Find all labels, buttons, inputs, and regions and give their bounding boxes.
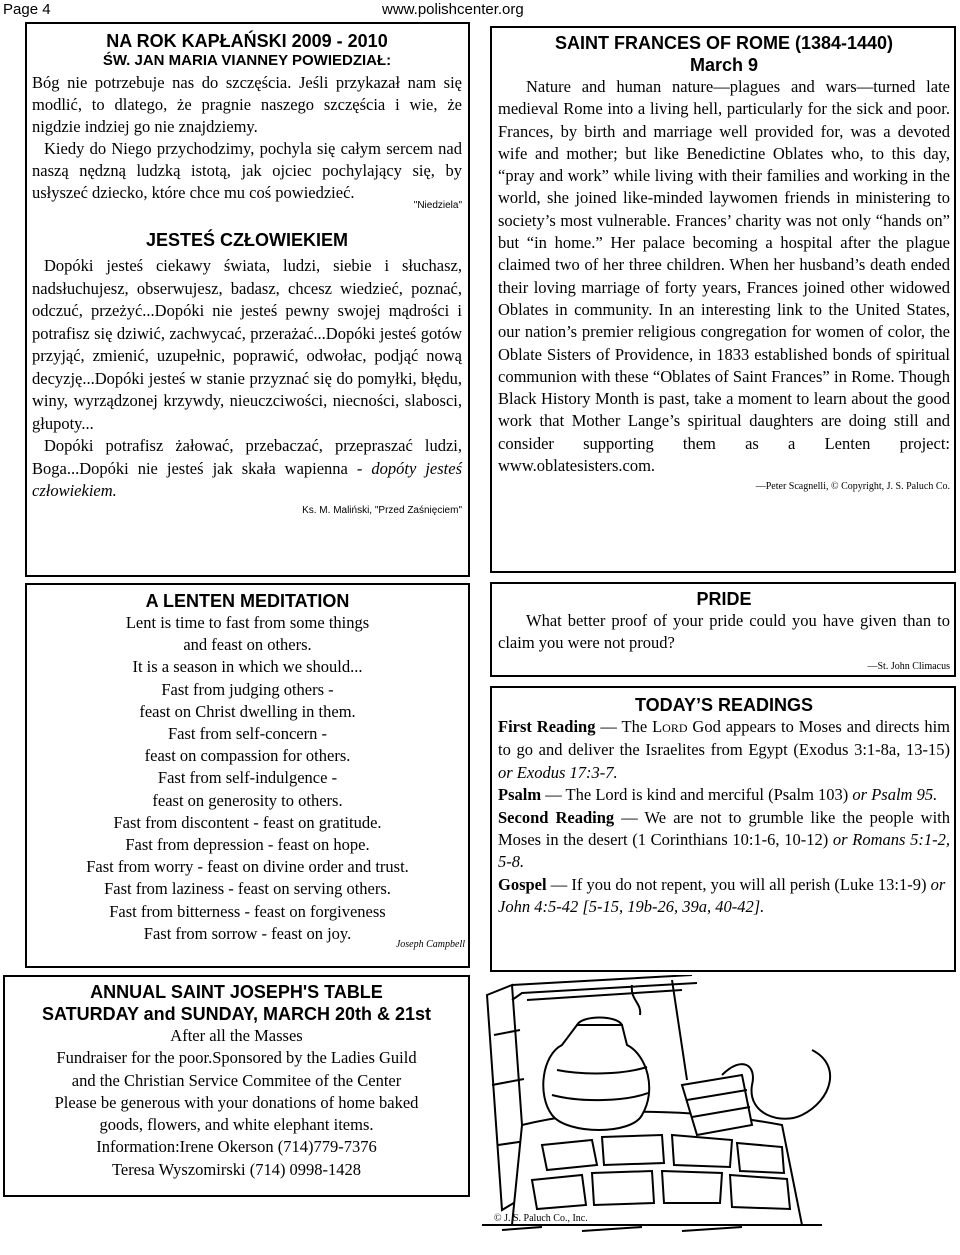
lenten-line: Fast from depression - feast on hope. <box>125 835 370 855</box>
priest-year-title: NA ROK KAPŁAŃSKI 2009 - 2010 <box>106 31 388 51</box>
human-para-2 <box>32 435 462 503</box>
priest-year-para-2: Kiedy do Niego przychodzimy, pochyla się całym sercem nad naszą nędzną ludzką istotą, jak ojciec pochylający się, by usłyszeć dziecko, które chce mu coś powiedzieć. <box>32 139 462 202</box>
gospel-text: — If you do not repent, you will all perish (Luke 13:1-9) <box>546 874 931 894</box>
joseph-table-title: ANNUAL SAINT JOSEPH'S TABLE <box>90 982 383 1002</box>
psalm-alt: or Psalm 95. <box>852 785 938 805</box>
second-reading-text: — We are not to grumble like the people with Moses in the desert (1 Corinthians 10:1-6, 10-12) <box>498 807 950 850</box>
psalm-text: — The Lord is kind and merciful (Psalm 103) <box>541 785 853 805</box>
joseph-table-line: Fundraiser for the poor.Sponsored by the Ladies Guild <box>56 1048 417 1068</box>
joseph-table-line: Information:Irene Okerson (714)779-7376 <box>96 1137 377 1157</box>
saint-frances-body: Nature and human nature—plagues and wars—turned late medieval Rome into a living hell, particularly for the sick and poor. Frances, by birth and marriage well provided for, was a devoted wife and mother; but like Benedictine Oblates who, to this day, “pray and work” while living with their families and working in the world, she joined like-minded laywomen friends in ministering to society’s most vulnerable. Frances’ charity was not only “hands on” but “in home.” Her palace becoming a hospital after the plague claimed two of her three children. When her husband’s death ended their loving marriage of forty years, Frances joined other widowed Oblates in community. In an interesting link to the United States, our nation’s premier religious congregation for women of color, the Oblate Sisters of Providence, in 1833 established bonds of spiritual communion with these “Oblates of Saint Frances” in Rome. Though Black History Month is past, take a moment to learn about the good work that Mother Lange’s spiritual daughters are doing still and consider supporting them as a Lenten project: www.oblatesisters.com. <box>498 77 950 476</box>
human-source: Ks. M. Maliński, "Przed Zaśnięciem" <box>302 504 462 516</box>
lenten-line: Fast from sorrow - feast on joy. <box>143 923 352 943</box>
lenten-line: Fast from judging others - <box>161 679 334 699</box>
human-para-2-end: dopóty jesteś człowiekiem. <box>32 458 462 500</box>
gospel-reading <box>498 874 950 919</box>
site-url: www.polishcenter.org <box>382 1 524 18</box>
lenten-line: feast on Christ dwelling in them. <box>139 701 356 721</box>
lenten-line: Fast from worry - feast on divine order and trust. <box>86 857 409 877</box>
illustration-credit: © J. S. Paluch Co., Inc. <box>494 1213 588 1224</box>
pride-source: —St. John Climacus <box>867 660 950 672</box>
first-reading-label: First Reading <box>498 717 596 736</box>
first-reading <box>498 716 950 784</box>
lenten-line: It is a season in which we should... <box>132 657 363 677</box>
first-reading-alt: or Exodus 17:3-7. <box>498 762 618 782</box>
lenten-line: Fast from laziness - feast on serving others. <box>104 879 391 899</box>
second-reading-label: Second Reading <box>498 807 615 827</box>
lenten-line: feast on generosity to others. <box>152 790 343 810</box>
human-para-2-text: Dopóki potrafisz żałować, przebaczać, przepraszać ludzi, Boga...Dopóki nie jesteś jak skała wapienna - <box>32 436 462 478</box>
pride-title: PRIDE <box>696 589 752 609</box>
joseph-table-line: Teresa Wyszomirski (714) 0998-1428 <box>111 1159 362 1179</box>
priest-year-section <box>32 30 462 516</box>
readings-section <box>498 694 950 919</box>
lenten-line: Fast from bitterness - feast on forgiveness <box>109 901 386 921</box>
lenten-lines <box>30 612 465 945</box>
second-reading <box>498 807 950 874</box>
joseph-table-line: Please be generous with your donations of home baked <box>54 1092 419 1112</box>
lenten-line: Fast from discontent - feast on gratitude. <box>113 812 382 832</box>
first-reading-text-b: God appears to Moses and directs him to go and deliver the Israelites from Egypt (Exodus 3:1-8a, 13-15) <box>498 717 951 760</box>
joseph-table-section <box>6 981 467 1181</box>
saint-frances-title: SAINT FRANCES OF ROME (1384-1440) <box>554 33 894 53</box>
human-para-1: Dopóki jesteś ciekawy świata, ludzi, siebie i słuchasz, nadsłuchujesz, obserwujesz, badasz, chcesz wiedzieć, poznać, odczuć, przeżyć...Dopóki nie jesteś pewny swojej mądrości i potrafisz się dziwić, zachwycać, przerażać...Dopóki jesteś gotów przyjąć, zmienić, uzupełnic, poprawić, odwołac, podjąć nową decyzję...Dopóki jesteś w stanie przyznać się do pomyłki, błędu, winy, wyrządzonej krzywdy, nieuczciwości, niecności, slabosci, głupoty... <box>32 256 462 433</box>
joseph-table-line: goods, flowers, and white elephant items. <box>99 1115 374 1135</box>
joseph-table-line: and the Christian Service Commitee of the Center <box>71 1070 402 1090</box>
lenten-title: A LENTEN MEDITATION <box>145 591 350 611</box>
psalm-label: Psalm <box>498 785 542 805</box>
saint-frances-source: —Peter Scagnelli, © Copyright, J. S. Paluch Co. <box>755 481 950 493</box>
pride-body: What better proof of your pride could you have given than to claim you were not proud? <box>498 611 950 653</box>
lord-l: L <box>652 717 663 736</box>
joseph-table-lines <box>6 1025 467 1181</box>
priest-year-para-1: Bóg nie potrzebuje nas do szczęścia. Jeśli przykazał nam się modlić, to dlatego, że pragnie naszego szczęścia i wie, że nigdzie indziej go nie znajdziemy. <box>32 73 462 136</box>
pride-section <box>498 588 950 672</box>
psalm-reading <box>498 784 950 806</box>
lenten-line: Lent is time to fast from some things <box>125 613 370 632</box>
saint-frances-section <box>498 32 950 492</box>
gospel-alt: or John 4:5-42 [5-15, 19b-26, 39a, 40-42]. <box>498 874 946 917</box>
priest-year-source: "Niedziela" <box>413 200 462 211</box>
page-number: Page 4 <box>3 1 51 18</box>
first-reading-dash: — <box>595 717 622 736</box>
human-title: JESTEŚ CZŁOWIEKIEM <box>145 230 349 250</box>
first-reading-text-a: The <box>621 717 653 736</box>
lenten-line: feast on compassion for others. <box>144 746 351 766</box>
saint-frances-date: March 9 <box>689 55 759 75</box>
readings-title: TODAY’S READINGS <box>634 695 814 715</box>
lenten-source: Joseph Campbell <box>395 939 465 951</box>
lenten-line: Fast from self-concern - <box>168 724 327 744</box>
vianney-said-title: ŚW. JAN MARIA VIANNEY POWIEDZIAŁ: <box>102 52 392 69</box>
joseph-table-dates: SATURDAY and SUNDAY, MARCH 20th & 21st <box>41 1004 432 1024</box>
second-reading-alt: or Romans 5:1-2, 5-8. <box>498 830 950 872</box>
lenten-line: and feast on others. <box>183 635 312 655</box>
gospel-label: Gospel <box>498 874 547 894</box>
well-jar-illustration <box>482 975 960 1237</box>
joseph-table-line: After all the Masses <box>170 1026 303 1045</box>
well-jar-icon <box>482 975 960 1237</box>
lenten-line: Fast from self-indulgence - <box>157 768 338 788</box>
lenten-section <box>30 590 465 950</box>
lord-rest: ORD <box>662 721 688 735</box>
